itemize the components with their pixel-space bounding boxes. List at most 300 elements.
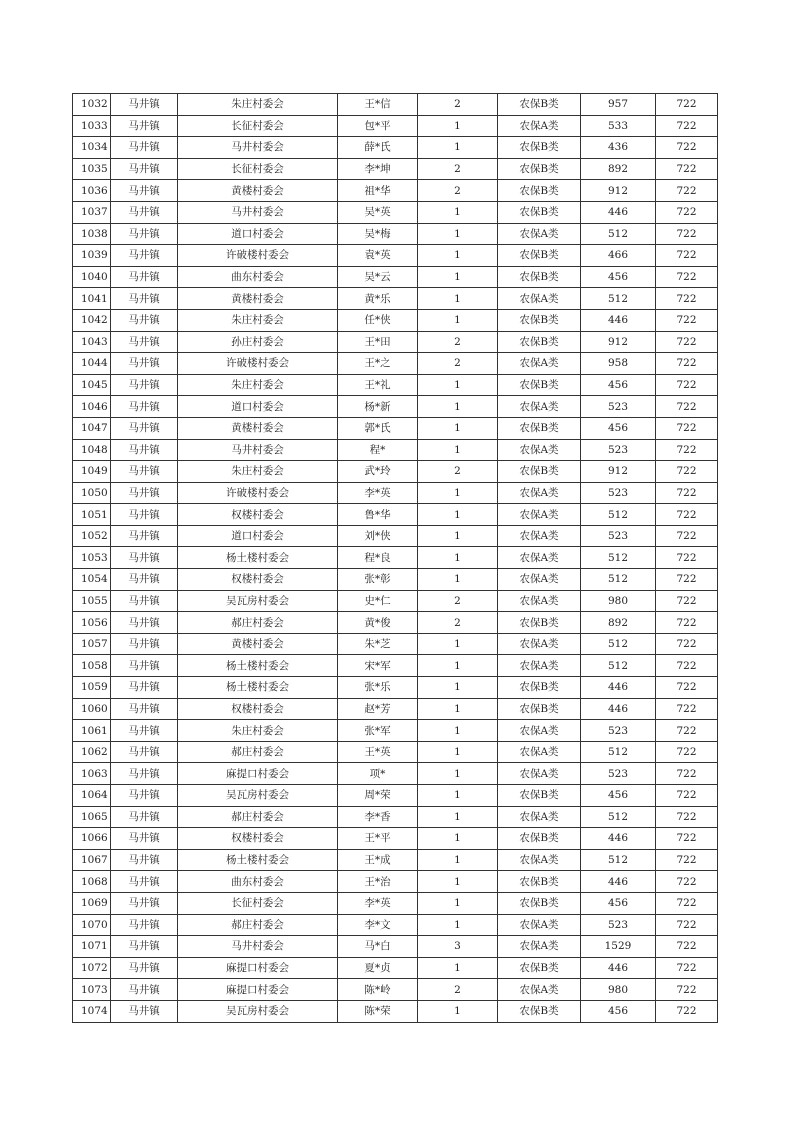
cell-amount: 456 (581, 374, 656, 396)
table-row (73, 288, 718, 310)
cell-village-committee: 权楼村委会 (178, 504, 338, 526)
cell-category: 农保A类 (498, 741, 581, 763)
cell-amount: 512 (581, 806, 656, 828)
cell-amount: 512 (581, 569, 656, 591)
cell-standard: 722 (656, 677, 718, 699)
cell-household-count: 3 (418, 936, 498, 958)
cell-amount: 512 (581, 849, 656, 871)
cell-category: 农保B类 (498, 137, 581, 159)
cell-category: 农保A类 (498, 763, 581, 785)
cell-standard: 722 (656, 504, 718, 526)
cell-name: 李*香 (338, 806, 418, 828)
cell-town: 马井镇 (111, 504, 178, 526)
cell-standard: 722 (656, 892, 718, 914)
table-row (73, 892, 718, 914)
cell-name: 鲁*华 (338, 504, 418, 526)
cell-village-committee: 麻提口村委会 (178, 763, 338, 785)
cell-name: 吴*英 (338, 201, 418, 223)
cell-village-committee: 道口村委会 (178, 525, 338, 547)
cell-amount: 456 (581, 417, 656, 439)
cell-town: 马井镇 (111, 115, 178, 137)
cell-town: 马井镇 (111, 633, 178, 655)
cell-name: 王*之 (338, 353, 418, 375)
cell-town: 马井镇 (111, 288, 178, 310)
cell-standard: 722 (656, 612, 718, 634)
cell-amount: 512 (581, 288, 656, 310)
cell-serial-no: 1054 (73, 569, 111, 591)
cell-serial-no: 1040 (73, 266, 111, 288)
cell-standard: 722 (656, 223, 718, 245)
cell-serial-no: 1057 (73, 633, 111, 655)
cell-standard: 722 (656, 94, 718, 116)
table-row (73, 266, 718, 288)
cell-household-count: 1 (418, 396, 498, 418)
cell-serial-no: 1055 (73, 590, 111, 612)
cell-village-committee: 曲东村委会 (178, 871, 338, 893)
cell-serial-no: 1035 (73, 158, 111, 180)
table-row (73, 936, 718, 958)
table-row (73, 741, 718, 763)
table-row (73, 655, 718, 677)
cell-standard: 722 (656, 201, 718, 223)
cell-category: 农保B类 (498, 677, 581, 699)
cell-name: 李*英 (338, 892, 418, 914)
cell-household-count: 1 (418, 698, 498, 720)
cell-name: 程* (338, 439, 418, 461)
cell-village-committee: 郝庄村委会 (178, 914, 338, 936)
cell-category: 农保A类 (498, 115, 581, 137)
cell-amount: 446 (581, 677, 656, 699)
cell-standard: 722 (656, 180, 718, 202)
cell-name: 黄*乐 (338, 288, 418, 310)
cell-household-count: 1 (418, 677, 498, 699)
cell-amount: 512 (581, 547, 656, 569)
cell-standard: 722 (656, 785, 718, 807)
cell-amount: 1529 (581, 936, 656, 958)
cell-amount: 446 (581, 828, 656, 850)
cell-amount: 512 (581, 741, 656, 763)
cell-amount: 456 (581, 785, 656, 807)
cell-name: 王*治 (338, 871, 418, 893)
cell-household-count: 2 (418, 590, 498, 612)
cell-town: 马井镇 (111, 655, 178, 677)
cell-amount: 980 (581, 590, 656, 612)
cell-name: 李*英 (338, 482, 418, 504)
cell-amount: 892 (581, 612, 656, 634)
table-row (73, 461, 718, 483)
cell-town: 马井镇 (111, 785, 178, 807)
cell-standard: 722 (656, 871, 718, 893)
cell-amount: 446 (581, 201, 656, 223)
table-row (73, 201, 718, 223)
cell-serial-no: 1044 (73, 353, 111, 375)
cell-village-committee: 权楼村委会 (178, 828, 338, 850)
cell-serial-no: 1074 (73, 1000, 111, 1022)
cell-town: 马井镇 (111, 979, 178, 1001)
cell-town: 马井镇 (111, 223, 178, 245)
cell-serial-no: 1042 (73, 309, 111, 331)
cell-household-count: 1 (418, 806, 498, 828)
table-row (73, 180, 718, 202)
cell-category: 农保B类 (498, 180, 581, 202)
cell-serial-no: 1036 (73, 180, 111, 202)
cell-town: 马井镇 (111, 417, 178, 439)
cell-standard: 722 (656, 417, 718, 439)
cell-village-committee: 杨土楼村委会 (178, 655, 338, 677)
cell-category: 农保B类 (498, 828, 581, 850)
cell-standard: 722 (656, 353, 718, 375)
cell-name: 王*信 (338, 94, 418, 116)
cell-village-committee: 长征村委会 (178, 158, 338, 180)
cell-standard: 722 (656, 655, 718, 677)
cell-village-committee: 朱庄村委会 (178, 374, 338, 396)
cell-household-count: 1 (418, 633, 498, 655)
table-row (73, 569, 718, 591)
cell-standard: 722 (656, 266, 718, 288)
cell-standard: 722 (656, 309, 718, 331)
cell-standard: 722 (656, 590, 718, 612)
cell-village-committee: 权楼村委会 (178, 698, 338, 720)
cell-household-count: 1 (418, 223, 498, 245)
cell-serial-no: 1070 (73, 914, 111, 936)
cell-name: 李*坤 (338, 158, 418, 180)
table-row (73, 396, 718, 418)
table-row (73, 763, 718, 785)
cell-serial-no: 1032 (73, 94, 111, 116)
cell-town: 马井镇 (111, 590, 178, 612)
cell-amount: 512 (581, 655, 656, 677)
cell-household-count: 2 (418, 158, 498, 180)
cell-serial-no: 1049 (73, 461, 111, 483)
table-row (73, 698, 718, 720)
cell-village-committee: 郝庄村委会 (178, 741, 338, 763)
cell-household-count: 2 (418, 461, 498, 483)
cell-village-committee: 朱庄村委会 (178, 309, 338, 331)
cell-name: 黄*俊 (338, 612, 418, 634)
cell-category: 农保A类 (498, 936, 581, 958)
cell-village-committee: 马井村委会 (178, 936, 338, 958)
cell-town: 马井镇 (111, 763, 178, 785)
cell-household-count: 1 (418, 849, 498, 871)
cell-standard: 722 (656, 698, 718, 720)
cell-village-committee: 道口村委会 (178, 396, 338, 418)
cell-serial-no: 1050 (73, 482, 111, 504)
cell-serial-no: 1073 (73, 979, 111, 1001)
table-row (73, 590, 718, 612)
cell-serial-no: 1063 (73, 763, 111, 785)
cell-category: 农保A类 (498, 720, 581, 742)
table-row (73, 245, 718, 267)
cell-standard: 722 (656, 828, 718, 850)
cell-serial-no: 1056 (73, 612, 111, 634)
cell-name: 武*玲 (338, 461, 418, 483)
cell-town: 马井镇 (111, 353, 178, 375)
table-row (73, 94, 718, 116)
table-row (73, 417, 718, 439)
table-row (73, 720, 718, 742)
cell-category: 农保B类 (498, 871, 581, 893)
cell-name: 夏*贞 (338, 957, 418, 979)
cell-household-count: 1 (418, 115, 498, 137)
cell-serial-no: 1051 (73, 504, 111, 526)
cell-village-committee: 郝庄村委会 (178, 806, 338, 828)
cell-name: 史*仁 (338, 590, 418, 612)
cell-village-committee: 黄楼村委会 (178, 180, 338, 202)
cell-serial-no: 1071 (73, 936, 111, 958)
cell-standard: 722 (656, 115, 718, 137)
cell-standard: 722 (656, 936, 718, 958)
cell-household-count: 2 (418, 979, 498, 1001)
cell-household-count: 1 (418, 525, 498, 547)
cell-name: 朱*芝 (338, 633, 418, 655)
table-row (73, 979, 718, 1001)
cell-standard: 722 (656, 439, 718, 461)
cell-serial-no: 1041 (73, 288, 111, 310)
cell-serial-no: 1033 (73, 115, 111, 137)
cell-town: 马井镇 (111, 547, 178, 569)
cell-amount: 523 (581, 763, 656, 785)
cell-town: 马井镇 (111, 914, 178, 936)
cell-serial-no: 1045 (73, 374, 111, 396)
cell-category: 农保A类 (498, 396, 581, 418)
cell-village-committee: 长征村委会 (178, 892, 338, 914)
cell-name: 张*乐 (338, 677, 418, 699)
cell-category: 农保A类 (498, 849, 581, 871)
cell-village-committee: 杨土楼村委会 (178, 677, 338, 699)
cell-category: 农保B类 (498, 201, 581, 223)
cell-household-count: 1 (418, 871, 498, 893)
table-row (73, 957, 718, 979)
cell-town: 马井镇 (111, 461, 178, 483)
table-row (73, 525, 718, 547)
cell-household-count: 1 (418, 201, 498, 223)
cell-name: 李*文 (338, 914, 418, 936)
cell-category: 农保A类 (498, 914, 581, 936)
cell-standard: 722 (656, 245, 718, 267)
cell-household-count: 1 (418, 828, 498, 850)
cell-name: 程*良 (338, 547, 418, 569)
cell-standard: 722 (656, 741, 718, 763)
cell-category: 农保B类 (498, 785, 581, 807)
cell-village-committee: 黄楼村委会 (178, 633, 338, 655)
cell-amount: 912 (581, 331, 656, 353)
cell-category: 农保A类 (498, 806, 581, 828)
cell-amount: 512 (581, 504, 656, 526)
cell-village-committee: 长征村委会 (178, 115, 338, 137)
cell-amount: 523 (581, 482, 656, 504)
cell-amount: 512 (581, 223, 656, 245)
cell-village-committee: 麻提口村委会 (178, 979, 338, 1001)
cell-town: 马井镇 (111, 871, 178, 893)
cell-category: 农保B类 (498, 94, 581, 116)
cell-amount: 912 (581, 180, 656, 202)
cell-name: 祖*华 (338, 180, 418, 202)
table-row (73, 115, 718, 137)
cell-town: 马井镇 (111, 482, 178, 504)
cell-serial-no: 1068 (73, 871, 111, 893)
table-row (73, 439, 718, 461)
cell-amount: 957 (581, 94, 656, 116)
data-table (72, 93, 718, 1023)
cell-amount: 456 (581, 892, 656, 914)
cell-town: 马井镇 (111, 201, 178, 223)
cell-standard: 722 (656, 525, 718, 547)
cell-serial-no: 1047 (73, 417, 111, 439)
cell-category: 农保A类 (498, 655, 581, 677)
cell-amount: 533 (581, 115, 656, 137)
cell-serial-no: 1066 (73, 828, 111, 850)
cell-standard: 722 (656, 806, 718, 828)
cell-category: 农保B类 (498, 892, 581, 914)
cell-serial-no: 1053 (73, 547, 111, 569)
cell-name: 包*平 (338, 115, 418, 137)
table-row (73, 353, 718, 375)
table-row (73, 914, 718, 936)
cell-name: 王*平 (338, 828, 418, 850)
cell-household-count: 1 (418, 504, 498, 526)
cell-town: 马井镇 (111, 957, 178, 979)
cell-serial-no: 1062 (73, 741, 111, 763)
cell-name: 刘*侠 (338, 525, 418, 547)
cell-village-committee: 道口村委会 (178, 223, 338, 245)
cell-household-count: 1 (418, 1000, 498, 1022)
cell-town: 马井镇 (111, 525, 178, 547)
cell-category: 农保B类 (498, 309, 581, 331)
cell-village-committee: 孙庄村委会 (178, 331, 338, 353)
cell-name: 王*田 (338, 331, 418, 353)
cell-town: 马井镇 (111, 94, 178, 116)
table-row (73, 785, 718, 807)
cell-household-count: 1 (418, 785, 498, 807)
cell-category: 农保B类 (498, 331, 581, 353)
cell-category: 农保B类 (498, 374, 581, 396)
cell-village-committee: 吴瓦房村委会 (178, 1000, 338, 1022)
cell-household-count: 2 (418, 353, 498, 375)
cell-village-committee: 杨土楼村委会 (178, 547, 338, 569)
cell-village-committee: 杨土楼村委会 (178, 849, 338, 871)
cell-serial-no: 1065 (73, 806, 111, 828)
cell-category: 农保A类 (498, 590, 581, 612)
cell-household-count: 1 (418, 741, 498, 763)
cell-town: 马井镇 (111, 720, 178, 742)
cell-town: 马井镇 (111, 741, 178, 763)
cell-name: 陈*荣 (338, 1000, 418, 1022)
cell-household-count: 1 (418, 288, 498, 310)
cell-town: 马井镇 (111, 374, 178, 396)
cell-household-count: 2 (418, 612, 498, 634)
table-row (73, 137, 718, 159)
cell-village-committee: 马井村委会 (178, 201, 338, 223)
cell-amount: 436 (581, 137, 656, 159)
table-row (73, 828, 718, 850)
cell-serial-no: 1048 (73, 439, 111, 461)
cell-name: 马*白 (338, 936, 418, 958)
cell-name: 宋*军 (338, 655, 418, 677)
cell-town: 马井镇 (111, 1000, 178, 1022)
cell-village-committee: 曲东村委会 (178, 266, 338, 288)
table-row (73, 331, 718, 353)
cell-standard: 722 (656, 288, 718, 310)
table-row (73, 806, 718, 828)
cell-household-count: 1 (418, 892, 498, 914)
cell-name: 吴*梅 (338, 223, 418, 245)
table-row (73, 547, 718, 569)
table-row (73, 504, 718, 526)
cell-village-committee: 黄楼村委会 (178, 288, 338, 310)
cell-category: 农保A类 (498, 439, 581, 461)
cell-household-count: 2 (418, 94, 498, 116)
cell-category: 农保B类 (498, 158, 581, 180)
cell-standard: 722 (656, 547, 718, 569)
table-row (73, 158, 718, 180)
cell-town: 马井镇 (111, 569, 178, 591)
cell-amount: 512 (581, 633, 656, 655)
cell-amount: 446 (581, 309, 656, 331)
cell-amount: 523 (581, 396, 656, 418)
cell-standard: 722 (656, 158, 718, 180)
cell-name: 王*成 (338, 849, 418, 871)
cell-town: 马井镇 (111, 849, 178, 871)
cell-household-count: 1 (418, 137, 498, 159)
cell-town: 马井镇 (111, 806, 178, 828)
cell-name: 王*礼 (338, 374, 418, 396)
cell-village-committee: 许破楼村委会 (178, 353, 338, 375)
cell-category: 农保A类 (498, 482, 581, 504)
cell-village-committee: 吴瓦房村委会 (178, 590, 338, 612)
cell-village-committee: 吴瓦房村委会 (178, 785, 338, 807)
cell-amount: 912 (581, 461, 656, 483)
cell-serial-no: 1039 (73, 245, 111, 267)
cell-town: 马井镇 (111, 677, 178, 699)
cell-category: 农保A类 (498, 525, 581, 547)
cell-town: 马井镇 (111, 245, 178, 267)
cell-category: 农保A类 (498, 547, 581, 569)
cell-household-count: 1 (418, 957, 498, 979)
cell-serial-no: 1060 (73, 698, 111, 720)
cell-village-committee: 许破楼村委会 (178, 245, 338, 267)
cell-standard: 722 (656, 1000, 718, 1022)
cell-town: 马井镇 (111, 892, 178, 914)
cell-name: 郭*氏 (338, 417, 418, 439)
cell-serial-no: 1058 (73, 655, 111, 677)
cell-amount: 958 (581, 353, 656, 375)
cell-household-count: 1 (418, 309, 498, 331)
cell-household-count: 2 (418, 180, 498, 202)
cell-category: 农保A类 (498, 223, 581, 245)
cell-household-count: 1 (418, 569, 498, 591)
cell-serial-no: 1046 (73, 396, 111, 418)
cell-serial-no: 1043 (73, 331, 111, 353)
cell-standard: 722 (656, 914, 718, 936)
cell-amount: 446 (581, 871, 656, 893)
cell-standard: 722 (656, 461, 718, 483)
cell-household-count: 1 (418, 763, 498, 785)
cell-name: 袁*英 (338, 245, 418, 267)
cell-serial-no: 1067 (73, 849, 111, 871)
cell-village-committee: 马井村委会 (178, 439, 338, 461)
table-row (73, 849, 718, 871)
table-row (73, 612, 718, 634)
cell-village-committee: 朱庄村委会 (178, 94, 338, 116)
cell-category: 农保A类 (498, 353, 581, 375)
cell-name: 吴*云 (338, 266, 418, 288)
cell-village-committee: 郝庄村委会 (178, 612, 338, 634)
table-row (73, 223, 718, 245)
cell-town: 马井镇 (111, 612, 178, 634)
cell-village-committee: 权楼村委会 (178, 569, 338, 591)
cell-household-count: 1 (418, 914, 498, 936)
cell-household-count: 1 (418, 720, 498, 742)
